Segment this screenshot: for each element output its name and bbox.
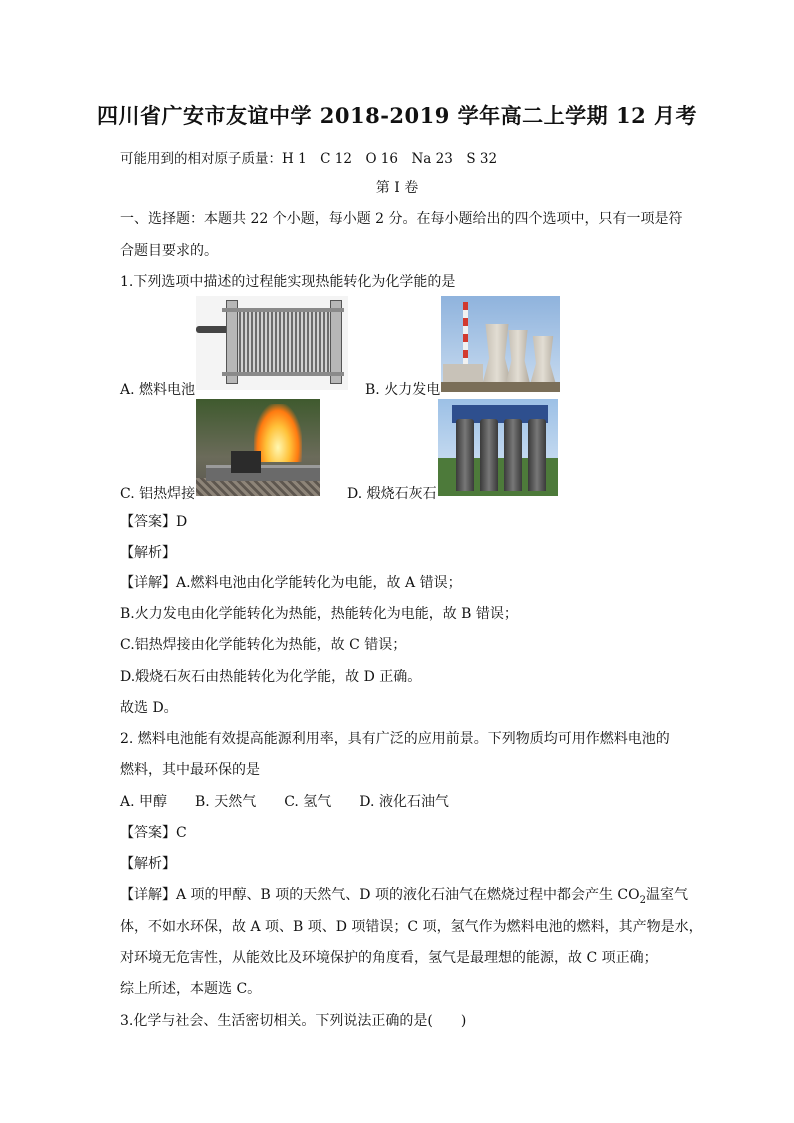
section-instructions-line2: 合题目要求的。 — [120, 243, 218, 259]
q2-detail-line1: 【详解】A 项的甲醇、B 项的天然气、D 项的液化石油气在燃烧过程中都会产生 $CO_2$温室气 — [120, 887, 688, 906]
q1-detail-line: D.煅烧石灰石由热能转化为化学能，故 D 正确。 — [120, 669, 422, 685]
q1-analysis-heading: 【解析】 — [120, 545, 176, 561]
q2-answer: 【答案】C — [120, 825, 187, 841]
q2-detail-line4: 综上所述，本题选 C。 — [120, 981, 262, 997]
section-instructions-line1: 一、选择题：本题共 22 个小题，每小题 2 分。在每小题给出的四个选项中，只有一项是符 — [120, 211, 683, 227]
q2-detail-line3: 对环境无危害性，从能效比及环境保护的角度看，氢气是最理想的能源，故 C 项正确； — [120, 950, 658, 966]
q1-detail-line: B.火力发电由化学能转化为热能，热能转化为电能，故 B 错误； — [120, 606, 518, 622]
q2-stem-line2: 燃料，其中最环保的是 — [120, 762, 260, 778]
q1-detail-line: 【详解】A.燃料电池由化学能转化为电能，故 A 错误； — [120, 575, 462, 591]
q2-options: A. 甲醇 B. 天然气 C. 氢气 D. 液化石油气 — [120, 794, 449, 810]
atomic-masses: 可能用到的相对原子质量：H 1 C 12 O 16 Na 23 S 32 — [120, 151, 498, 167]
q2-analysis-heading: 【解析】 — [120, 856, 176, 872]
fuel-cell-image — [196, 296, 348, 390]
lime-kiln-image — [438, 399, 558, 496]
thermite-welding-image — [196, 399, 320, 496]
q2-detail-line2: 体，不如水环保，故 A 项、B 项、D 项错误；C 项，氢气作为燃料电池的燃料，其产物是水， — [120, 919, 703, 935]
power-plant-image — [441, 296, 560, 392]
q1-option-c: C. 铝热焊接 — [120, 486, 196, 502]
q1-option-a: A. 燃料电池 — [120, 382, 196, 398]
q1-option-b: B. 火力发电 — [365, 382, 441, 398]
q1-detail-line: C.铝热焊接由化学能转化为热能，故 C 错误； — [120, 637, 407, 653]
volume-heading: 第 I 卷 — [375, 180, 419, 196]
q1-option-d: D. 煅烧石灰石 — [347, 486, 437, 502]
q1-stem: 1.下列选项中描述的过程能实现热能转化为化学能的是 — [120, 274, 456, 290]
page-title: 四川省广安市友谊中学 2018-2019 学年高二上学期 12 月考 — [96, 103, 698, 128]
q2-stem-line1: 2. 燃料电池能有效提高能源利用率，具有广泛的应用前景。下列物质均可用作燃料电池的 — [120, 731, 670, 747]
q1-answer: 【答案】D — [120, 514, 188, 530]
q1-detail-line: 故选 D。 — [120, 700, 178, 716]
q3-stem: 3.化学与社会、生活密切相关。下列说法正确的是( ) — [120, 1013, 467, 1029]
